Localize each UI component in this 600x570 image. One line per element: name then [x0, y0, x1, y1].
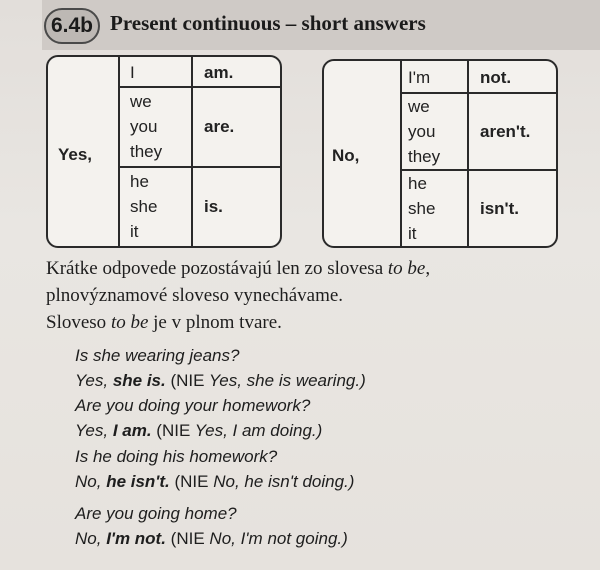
example-answer-3-bold: he isn't. [106, 472, 170, 491]
rule-line-3-italic: to be [110, 312, 149, 333]
example-answer-1-nie: (NIE [165, 371, 205, 390]
no-pronoun-he: he [408, 174, 427, 193]
yes-pronoun-you: you [130, 117, 158, 136]
rule-line-1 [46, 258, 430, 280]
no-pronoun-they: they [408, 147, 441, 166]
example-answer-3-rest: No, he isn't doing.) [208, 472, 355, 491]
no-pronoun-it: it [408, 224, 417, 243]
rule-line-1-end: , [425, 258, 431, 279]
example-answer-3-start: No, [75, 472, 107, 491]
rule-line-2: plnovýznamové sloveso vynechávame. [46, 285, 344, 306]
yes-pronoun-i: I [130, 63, 135, 82]
no-verb-arent: aren't. [480, 122, 531, 141]
yes-verb-is: is. [204, 197, 223, 216]
no-answers-table [322, 59, 558, 248]
example-answer-4-start: No, [75, 529, 107, 548]
example-answer-2-bold: I am. [112, 421, 152, 440]
yes-pronoun-he: he [130, 172, 149, 191]
yes-label: Yes, [58, 145, 93, 164]
rule-line-1-italic: to be [387, 258, 426, 279]
yes-verb-are: are. [204, 117, 235, 136]
rule-line-1-text: Krátke odpovede pozostávajú len zo slovesa [46, 258, 388, 279]
example-answer-4-rest: No, I'm not going.) [204, 529, 348, 548]
yes-verb-am: am. [204, 63, 234, 82]
example-answer-2-rest: Yes, I am doing.) [190, 421, 323, 440]
no-pronoun-we: we [408, 97, 430, 116]
yes-pronoun-it: it [130, 222, 139, 241]
no-label: No, [332, 146, 360, 165]
no-pronoun-you: you [408, 122, 436, 141]
example-question-4: Are you going home? [75, 504, 237, 523]
no-verb-isnt: isn't. [480, 199, 519, 218]
example-answer-1-rest: Yes, she is wearing.) [204, 371, 366, 390]
yes-pronoun-she: she [130, 197, 158, 216]
rule-line-3 [46, 312, 282, 334]
example-question-2: Are you doing your homework? [75, 396, 311, 415]
example-question-3: Is he doing his homework? [75, 447, 278, 466]
no-pronoun-im: I'm [408, 68, 431, 87]
example-answer-2-nie: (NIE [151, 421, 191, 440]
example-answer-2-start: Yes, [75, 421, 113, 440]
section-title: Present continuous – short answers [110, 11, 426, 35]
yes-answers-table [46, 55, 282, 248]
rule-line-3-start: Sloveso [46, 312, 111, 333]
example-answer-1-start: Yes, [75, 371, 113, 390]
example-answer-2 [75, 421, 322, 441]
yes-pronoun-they: they [130, 142, 163, 161]
section-number-badge: 6.4b [44, 8, 100, 44]
example-answer-1 [75, 371, 366, 391]
no-verb-not: not. [480, 68, 512, 87]
example-question-1: Is she wearing jeans? [75, 346, 240, 365]
no-pronoun-she: she [408, 199, 436, 218]
rule-line-3-end: je v plnom tvare. [148, 312, 282, 333]
example-answer-4-nie: (NIE [165, 529, 205, 548]
example-answer-1-bold: she is. [112, 371, 166, 390]
example-answer-3-nie: (NIE [169, 472, 209, 491]
yes-pronoun-we: we [130, 92, 152, 111]
example-answer-4 [75, 529, 348, 549]
example-answer-4-bold: I'm not. [106, 529, 166, 548]
example-answer-3 [75, 472, 354, 492]
